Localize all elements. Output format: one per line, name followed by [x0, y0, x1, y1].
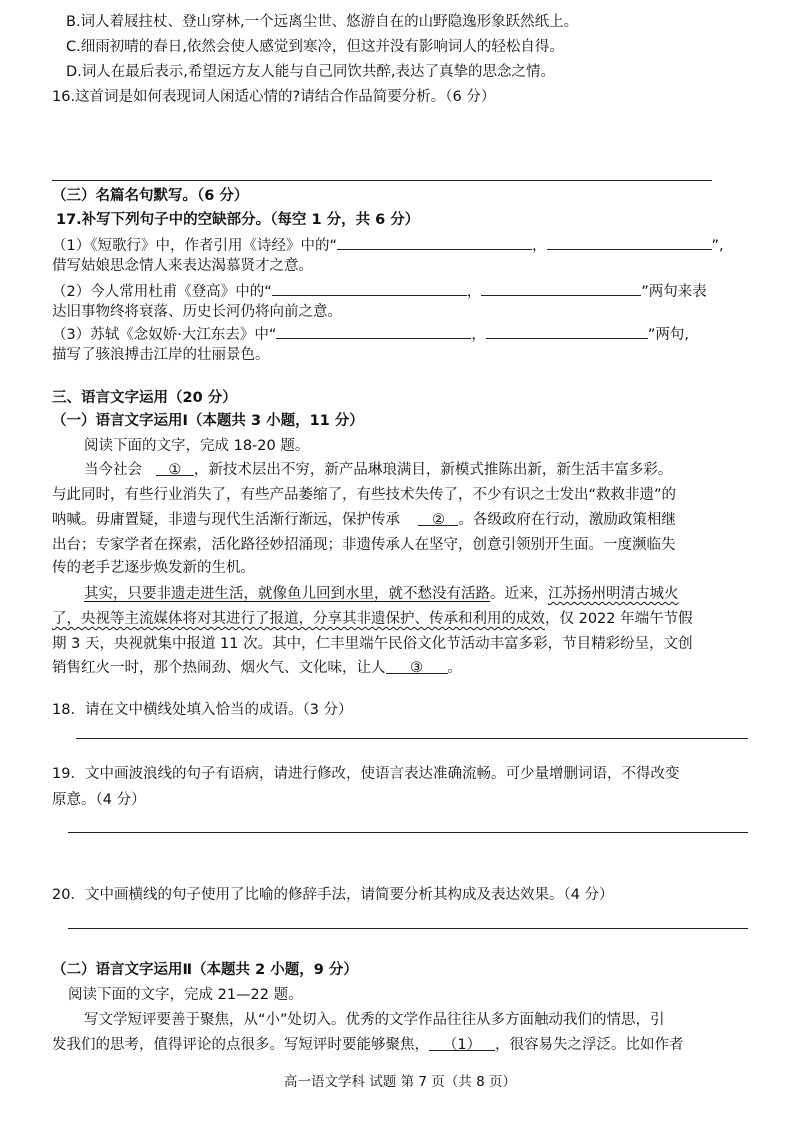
text: ，仅 2022 年端午节假 [545, 611, 693, 627]
answer-blank[interactable] [481, 280, 641, 296]
blank-4[interactable]: （1） [429, 1035, 495, 1051]
answer-blank[interactable] [547, 234, 712, 250]
answer-line-18[interactable] [76, 738, 748, 739]
blank-3[interactable]: ③ [386, 658, 448, 674]
blank-1[interactable]: ① [156, 460, 194, 476]
answer-blank[interactable] [276, 323, 471, 339]
passage-line: 与此同时，有些行业消失了，有些产品萎缩了，有些技术失传了，不少有识之士发出“救救非遗”的 [52, 487, 677, 503]
text: 呐喊。毋庸置疑，非遗与现代生活渐行渐远，保护传承 [52, 512, 400, 528]
question-19-cont: 原意。（4 分） [52, 792, 146, 808]
text: ，新技术层出不穷，新产品琳琅满目，新模式推陈出新，新生活丰富多彩。 [193, 462, 673, 478]
q17-item3-cont: 描写了骇浪搏击江岸的壮丽景色。 [52, 347, 270, 363]
section-heading-recitation: （三）名篇名句默写。（6 分） [52, 188, 249, 204]
page-footer: 高一语文学科 试题 第 7 页（共 8 页） [284, 1074, 516, 1090]
text: 。近来， [490, 586, 548, 602]
q17-item2 [52, 280, 707, 302]
part3-title: 三、语言文字运用（20 分） [52, 390, 237, 406]
wavy-sentence: 江苏扬州明清古城火 [548, 586, 679, 602]
option-c: C.细雨初晴的春日,依然会使人感觉到寒冷，但这并没有影响词人的轻松自得。 [66, 39, 564, 55]
underlined-sentence: 其实，只要非遗走进生活，就像鱼儿回到水里，就不愁没有活路 [84, 586, 490, 602]
text: 。 [447, 660, 462, 676]
comma: ， [466, 284, 482, 300]
question-20: 20．文中画横线的句子使用了比喻的修辞手法，请简要分析其构成及表达效果。（4 分） [52, 887, 614, 903]
passage-line [84, 584, 679, 604]
passage-line: 写文学短评要善于聚焦，从“小”处切入。优秀的文学作品往往从多方面触动我们的情思，引 [84, 1012, 665, 1028]
comma: ， [471, 327, 486, 343]
question-19: 19．文中画波浪线的句子有语病，请进行修改，使语言表达准确流畅。可少量增删词语，不得改变 [52, 766, 680, 782]
passage-line [52, 510, 676, 530]
text: 当今社会 [84, 462, 142, 478]
q17-item3 [52, 323, 689, 345]
sub1-title: （一）语言文字运用Ⅰ（本题共 3 小题，11 分） [52, 413, 364, 429]
question-18: 18．请在文中横线处填入恰当的成语。（3 分） [52, 702, 353, 718]
passage-line [84, 460, 672, 480]
sub1-intro: 阅读下面的文字，完成 18-20 题。 [84, 438, 310, 454]
answer-blank[interactable] [486, 323, 648, 339]
text: 。各级政府在行动，激励政策相继 [458, 512, 676, 528]
option-b: B.词人着屐拄杖、登山穿林,一个远离尘世、悠游自在的山野隐逸形象跃然纸上。 [66, 14, 579, 30]
answer-blank[interactable] [337, 234, 532, 250]
passage-line [52, 658, 462, 678]
q17-item2-cont: 达旧事物终将衰落、历史长河仍将向前之意。 [52, 304, 342, 320]
q17-item3-text: （3）苏轼《念奴娇·大江东去》中“ [52, 327, 277, 343]
text: 发我们的思考，值得评论的点很多。写短评时要能够聚焦， [52, 1037, 429, 1053]
q17-item1-text: （1）《短歌行》中，作者引用《诗经》中的“ [52, 238, 337, 254]
text: 销售红火一时，那个热闹劲、烟火气、文化味，让人 [52, 660, 386, 676]
option-d: D.词人在最后表示,希望远方友人能与自己同饮共醉,表达了真挚的思念之情。 [66, 64, 555, 80]
passage-line: 传的老手艺逐步焕发新的生机。 [52, 560, 255, 576]
q17-item1 [52, 234, 724, 256]
passage-line [52, 1035, 684, 1055]
answer-line-20[interactable] [68, 928, 748, 929]
passage-line [52, 609, 693, 629]
answer-line-16[interactable] [52, 180, 712, 181]
blank-2[interactable]: ② [418, 510, 458, 526]
q17-item1-end: ”, [711, 238, 724, 254]
q17-item1-cont: 借写姑娘思念情人来表达渴慕贤才之意。 [52, 258, 313, 274]
answer-line-19[interactable] [68, 832, 748, 833]
wavy-sentence: 了，央视等主流媒体将对其进行了报道，分享其非遗保护、传承和利用的成效 [52, 611, 545, 627]
comma: ， [532, 238, 547, 254]
passage-line: 出台；专家学者在探索，活化路径妙招涌现；非遗传承人在坚守，创意引领别开生面。一度濒临失 [52, 537, 676, 553]
q17-item2-text: （2）今人常用杜甫《登高》中的“ [52, 284, 272, 300]
answer-blank[interactable] [272, 280, 467, 296]
text: ，很容易失之浮泛。比如作者 [495, 1037, 684, 1053]
question-16: 16.这首词是如何表现词人闲适心情的?请结合作品简要分析。（6 分） [52, 89, 496, 105]
sub2-title: （二）语言文字运用Ⅱ（本题共 2 小题，9 分） [52, 962, 358, 978]
sub2-intro: 阅读下面的文字，完成 21—22 题。 [68, 987, 303, 1003]
q17-item3-end: ”两句, [647, 327, 689, 343]
q17-item2-end: ”两句来表 [641, 284, 707, 300]
passage-line: 期 3 天，央视就集中报道 11 次。其中，仁丰里端午民俗文化节活动丰富多彩，节目精彩纷呈，文创 [52, 636, 693, 652]
question-17-title: 17.补写下列句子中的空缺部分。（每空 1 分，共 6 分） [56, 212, 420, 228]
